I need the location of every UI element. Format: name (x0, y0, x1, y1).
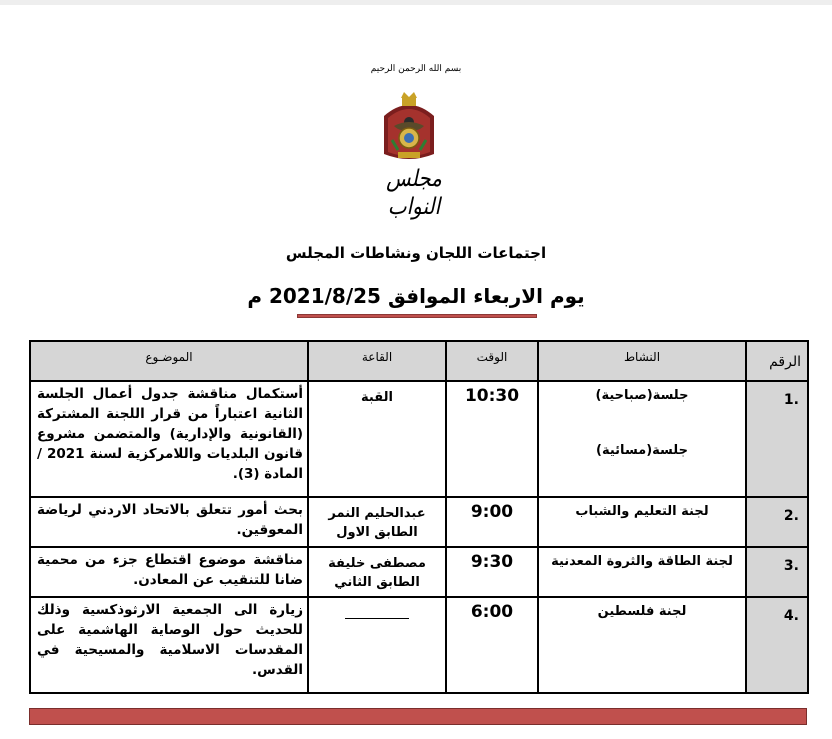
row-hall: القبة (308, 381, 446, 497)
hall-floor: الطابق الثاني (334, 575, 420, 590)
header-hall: القاعة (308, 341, 446, 381)
row-subject: زيارة الى الجمعية الارثوذكسية وذلك للحديث حول الوصاية الهاشمية على المقدسات الاسلامية والمسيحية في القدس. (30, 597, 308, 693)
footer-bar (29, 708, 807, 725)
hall-name: عبدالحليم النمر (328, 506, 426, 521)
table-row (30, 597, 808, 693)
header-number: الرقم (746, 341, 808, 381)
row-hall (308, 597, 446, 693)
row-hall (308, 497, 446, 547)
header-time: الوقت (446, 341, 538, 381)
row-number: .4 (746, 597, 808, 693)
table-row (30, 497, 808, 547)
row-subject: بحث أمور تتعلق بالاتحاد الاردني لرياضة المعوقين. (30, 497, 308, 547)
document-title: اجتماعات اللجان ونشاطات المجلس (285, 244, 547, 262)
parliament-logo: مجلس النواب (386, 164, 442, 220)
row-time: 10:30 (446, 381, 538, 497)
empty-hall-line (345, 618, 409, 619)
row-time: 9:30 (446, 547, 538, 597)
table-row (30, 381, 808, 497)
top-strip (0, 0, 832, 5)
hall-name: مصطفى خليفة (328, 556, 426, 571)
row-time: 9:00 (446, 497, 538, 547)
row-number: .2 (746, 497, 808, 547)
row-activity: لجنة الطاقة والثروة المعدنية (538, 547, 746, 597)
row-number: .3 (746, 547, 808, 597)
schedule-table (29, 340, 809, 694)
coat-of-arms-icon (378, 92, 440, 164)
table-row (30, 547, 808, 597)
row-time: 6:00 (446, 597, 538, 693)
row-activity: لجنة التعليم والشباب (538, 497, 746, 547)
row-hall (308, 547, 446, 597)
table-header-row (30, 341, 808, 381)
basmala: بسم الله الرحمن الرحيم (370, 64, 462, 74)
row-activity: لجنة فلسطين (538, 597, 746, 693)
row-subject: مناقشة موضوع اقتطاع جزء من محمية ضانا للتنقيب عن المعادن. (30, 547, 308, 597)
row-activity (538, 381, 746, 497)
date-underline (297, 314, 537, 318)
header-activity: النشاط (538, 341, 746, 381)
activity-line: جلسة(مسائية) (596, 443, 688, 458)
row-subject: أستكمال مناقشة جدول أعمال الجلسة الثانية اعتباراً من قرار اللجنة المشتركة (القانونية والإدارية) والمتضمن مشروع قانون البلديات واللامركزية لسنة 2021 /المادة (3). (30, 381, 308, 497)
row-number: .1 (746, 381, 808, 497)
document-date: يوم الاربعاء الموافق 2021/8/25 م (247, 284, 585, 308)
header-subject: الموضـوع (30, 341, 308, 381)
hall-floor: الطابق الاول (336, 525, 418, 540)
activity-line: جلسة(صباحية) (595, 388, 689, 403)
